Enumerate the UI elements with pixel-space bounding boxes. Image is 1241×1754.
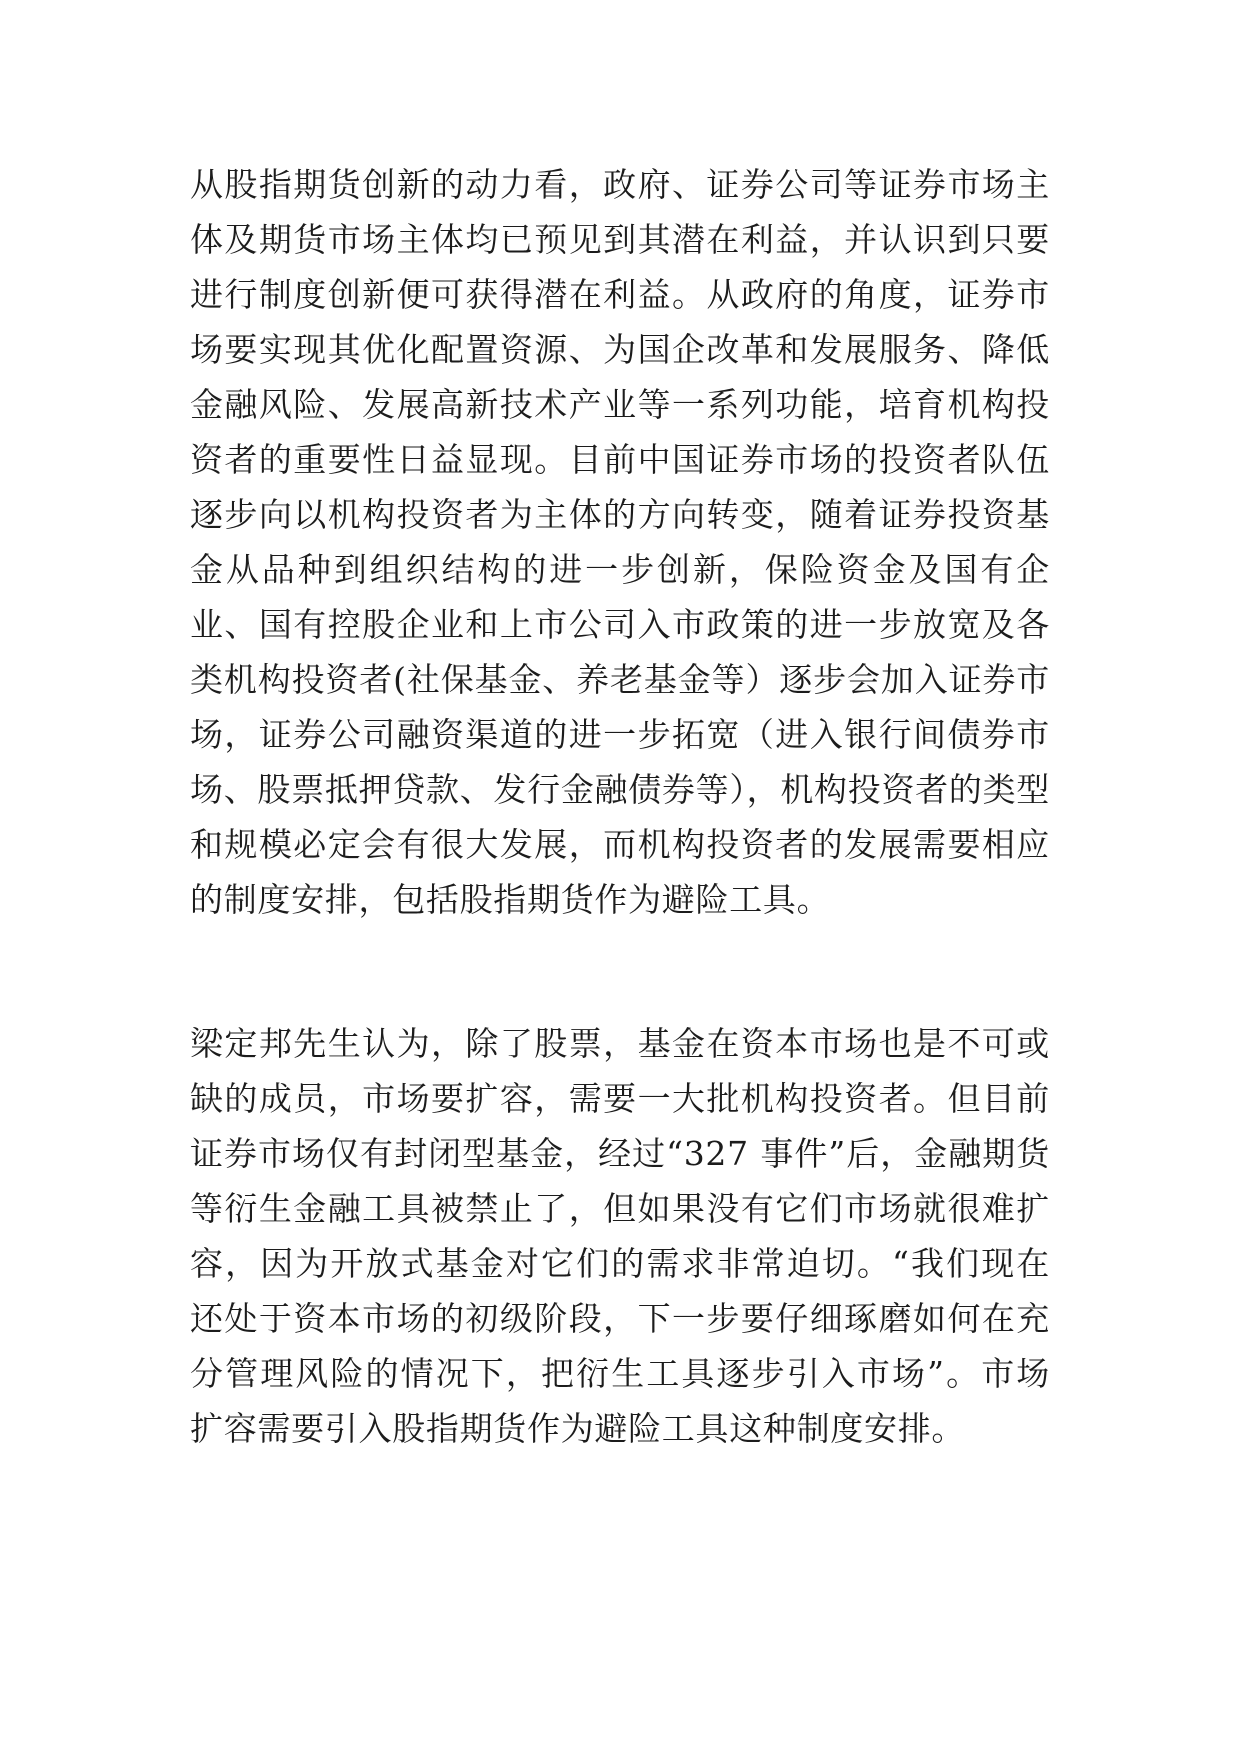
paragraph-1: 从股指期货创新的动力看，政府、证券公司等证券市场主体及期货市场主体均已预见到其潜在利益，并认识到只要进行制度创新便可获得潜在利益。从政府的角度，证券市场要实现其优化配置资源、为国企改革和发展服务、降低金融风险、发展高新技术产业等一系列功能，培育机构投资者的重要性日益显现。目前中国证券市场的投资者队伍逐步向以机构投资者为主体的方向转变，随着证券投资基金从品种到组织结构的进一步创新，保险资金及国有企业、国有控股企业和上市公司入市政策的进一步放宽及各类机构投资者(社保基金、养老基金等）逐步会加入证券市场，证券公司融资渠道的进一步拓宽（进入银行间债券市场、股票抵押贷款、发行金融债券等），机构投资者的类型和规模必定会有很大发展，而机构投资者的发展需要相应的制度安排，包括股指期货作为避险工具。 — [190, 165, 1050, 919]
paragraph-2: 梁定邦先生认为，除了股票，基金在资本市场也是不可或缺的成员，市场要扩容，需要一大批机构投资者。但目前证券市场仅有封闭型基金，经过“327 事件”后，金融期货等衍生金融工具被禁止了，但如果没有它们市场就很难扩容，因为开放式基金对它们的需求非常迫切。“我们现在还处于资本市场的初级阶段，下一步要仔细琢磨如何在充分管理风险的情况下，把衍生工具逐步引入市场”。市场扩容需要引入股指期货作为避险工具这种制度安排。 — [190, 1024, 1050, 1448]
